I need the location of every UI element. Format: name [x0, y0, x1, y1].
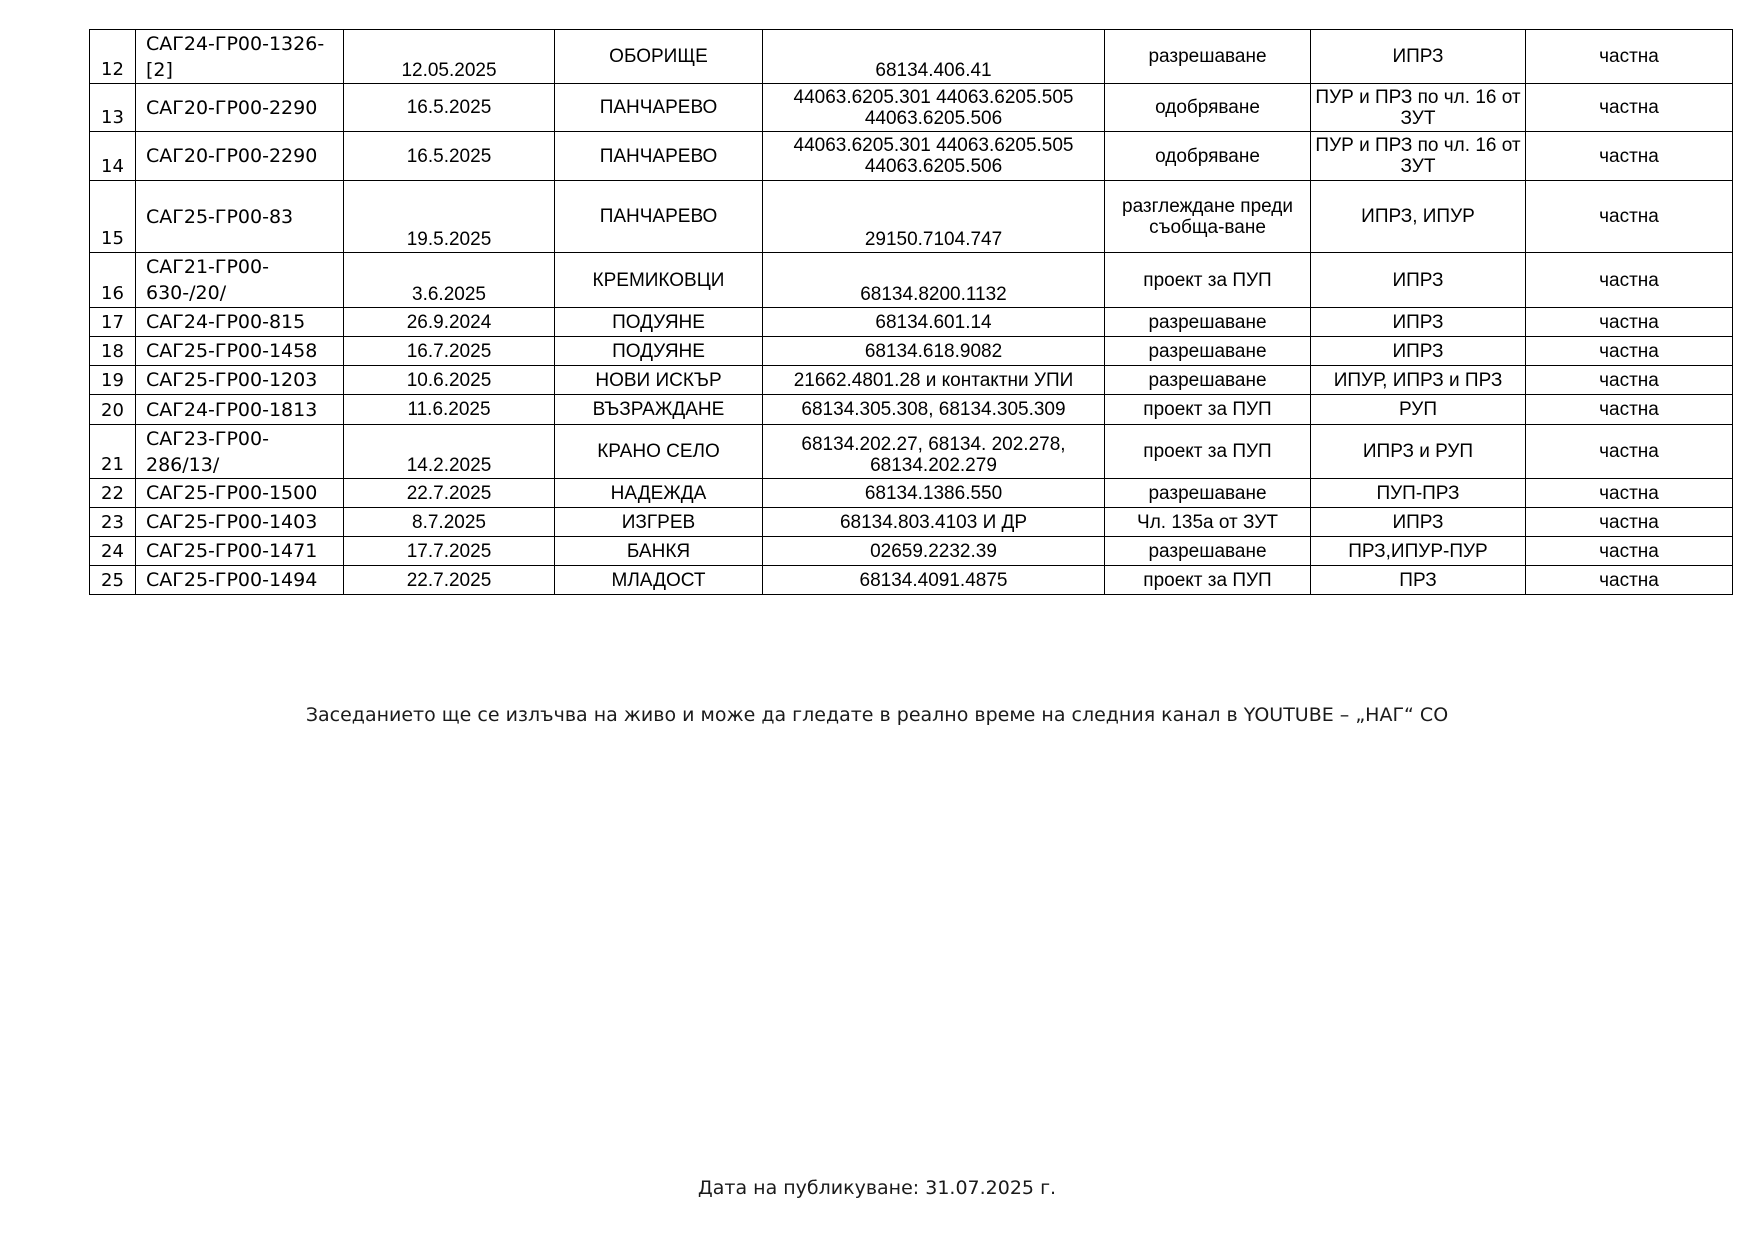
cell-plot: 68134.305.308, 68134.305.309 [763, 395, 1105, 425]
cell-owner: частна [1526, 337, 1733, 366]
cell-plot: 02659.2232.39 [763, 537, 1105, 566]
cell-date: 16.5.2025 [344, 84, 555, 132]
cell-area: БАНКЯ [555, 537, 763, 566]
cell-action: разрешаване [1105, 366, 1311, 395]
cell-date: 17.7.2025 [344, 537, 555, 566]
table-row [90, 508, 1733, 537]
table-row [90, 566, 1733, 595]
broadcast-notice: Заседанието ще се излъчва на живо и може да гледате в реално време на следния канал в YOUTUBE – „НАГ“ СО [305, 704, 1449, 726]
cell-type: ИПУР, ИПРЗ и ПРЗ [1311, 366, 1526, 395]
cell-code: САГ20-ГР00-2290 [136, 84, 344, 132]
cell-action: разрешаване [1105, 30, 1311, 84]
table-row [90, 425, 1733, 479]
cell-num: 21 [90, 425, 136, 479]
cell-num: 18 [90, 337, 136, 366]
cell-owner: частна [1526, 508, 1733, 537]
cell-code: САГ25-ГР00-1403 [136, 508, 344, 537]
table-row [90, 84, 1733, 132]
cell-plot: 68134.803.4103 И ДР [763, 508, 1105, 537]
cell-date: 11.6.2025 [344, 395, 555, 425]
cell-code: САГ25-ГР00-1458 [136, 337, 344, 366]
cell-type: ИПРЗ [1311, 30, 1526, 84]
cell-plot: 29150.7104.747 [763, 181, 1105, 253]
cell-code: САГ25-ГР00-1494 [136, 566, 344, 595]
cell-num: 20 [90, 395, 136, 425]
cell-area: КРЕМИКОВЦИ [555, 253, 763, 308]
cell-area: НАДЕЖДА [555, 479, 763, 508]
cell-num: 12 [90, 30, 136, 84]
cell-num: 25 [90, 566, 136, 595]
cell-area: ВЪЗРАЖДАНЕ [555, 395, 763, 425]
cell-action: одобряване [1105, 132, 1311, 181]
cell-date: 10.6.2025 [344, 366, 555, 395]
table-row [90, 132, 1733, 181]
cell-owner: частна [1526, 132, 1733, 181]
cell-type: ПУР и ПРЗ по чл. 16 от ЗУТ [1311, 132, 1526, 181]
cell-action: разрешаване [1105, 479, 1311, 508]
cell-code: САГ24-ГР00-1813 [136, 395, 344, 425]
cell-type: ПРЗ [1311, 566, 1526, 595]
cell-num: 22 [90, 479, 136, 508]
table-row [90, 395, 1733, 425]
cell-owner: частна [1526, 395, 1733, 425]
cell-type: ПУП-ПРЗ [1311, 479, 1526, 508]
cell-type: ИПРЗ [1311, 308, 1526, 337]
cell-code: САГ25-ГР00-1203 [136, 366, 344, 395]
table-row [90, 253, 1733, 308]
cell-action: разрешаване [1105, 537, 1311, 566]
cell-plot: 44063.6205.301 44063.6205.505 44063.6205.506 [763, 84, 1105, 132]
cell-date: 16.7.2025 [344, 337, 555, 366]
cell-area: ПОДУЯНЕ [555, 308, 763, 337]
cell-owner: частна [1526, 253, 1733, 308]
cell-type: ПРЗ,ИПУР-ПУР [1311, 537, 1526, 566]
table-row [90, 366, 1733, 395]
cell-owner: частна [1526, 566, 1733, 595]
cell-area: КРАНО СЕЛО [555, 425, 763, 479]
cell-action: разрешаване [1105, 308, 1311, 337]
cell-date: 26.9.2024 [344, 308, 555, 337]
cell-num: 16 [90, 253, 136, 308]
cell-date: 12.05.2025 [344, 30, 555, 84]
cell-code: САГ25-ГР00-1471 [136, 537, 344, 566]
cell-date: 22.7.2025 [344, 479, 555, 508]
cell-code: САГ23-ГР00-286/13/ [136, 425, 344, 479]
cell-code: САГ20-ГР00-2290 [136, 132, 344, 181]
publish-date: Дата на публикуване: 31.07.2025 г. [697, 1177, 1057, 1199]
cell-date: 16.5.2025 [344, 132, 555, 181]
cell-area: ПАНЧАРЕВО [555, 132, 763, 181]
cell-action: разрешаване [1105, 337, 1311, 366]
table-row [90, 30, 1733, 84]
cell-area: ИЗГРЕВ [555, 508, 763, 537]
cell-action: разглеждане преди съобща-ване [1105, 181, 1311, 253]
cell-num: 15 [90, 181, 136, 253]
cell-num: 13 [90, 84, 136, 132]
cell-area: ОБОРИЩЕ [555, 30, 763, 84]
cell-num: 23 [90, 508, 136, 537]
cell-date: 19.5.2025 [344, 181, 555, 253]
cell-plot: 68134.1386.550 [763, 479, 1105, 508]
cell-type: ИПРЗ, ИПУР [1311, 181, 1526, 253]
cell-type: ИПРЗ [1311, 508, 1526, 537]
cell-type: ИПРЗ [1311, 337, 1526, 366]
cell-action: проект за ПУП [1105, 253, 1311, 308]
cell-plot: 68134.601.14 [763, 308, 1105, 337]
cell-num: 19 [90, 366, 136, 395]
cell-num: 17 [90, 308, 136, 337]
cell-num: 14 [90, 132, 136, 181]
cell-code: САГ24-ГР00-1326-[2] [136, 30, 344, 84]
cell-plot: 68134.406.41 [763, 30, 1105, 84]
cell-area: ПОДУЯНЕ [555, 337, 763, 366]
cell-plot: 68134.4091.4875 [763, 566, 1105, 595]
cell-owner: частна [1526, 30, 1733, 84]
table-row [90, 337, 1733, 366]
cell-date: 22.7.2025 [344, 566, 555, 595]
cell-type: ИПРЗ и РУП [1311, 425, 1526, 479]
plans-table [89, 29, 1733, 595]
cell-owner: частна [1526, 479, 1733, 508]
plans-table-body [90, 30, 1733, 595]
cell-plot: 21662.4801.28 и контактни УПИ [763, 366, 1105, 395]
cell-date: 8.7.2025 [344, 508, 555, 537]
cell-area: ПАНЧАРЕВО [555, 181, 763, 253]
table-row [90, 308, 1733, 337]
table-row [90, 181, 1733, 253]
cell-owner: частна [1526, 537, 1733, 566]
cell-type: ИПРЗ [1311, 253, 1526, 308]
cell-owner: частна [1526, 425, 1733, 479]
table-row [90, 479, 1733, 508]
cell-date: 3.6.2025 [344, 253, 555, 308]
cell-plot: 68134.202.27, 68134. 202.278, 68134.202.279 [763, 425, 1105, 479]
cell-owner: частна [1526, 366, 1733, 395]
cell-action: проект за ПУП [1105, 425, 1311, 479]
cell-type: РУП [1311, 395, 1526, 425]
cell-owner: частна [1526, 84, 1733, 132]
cell-area: НОВИ ИСКЪР [555, 366, 763, 395]
table-row [90, 537, 1733, 566]
cell-area: ПАНЧАРЕВО [555, 84, 763, 132]
cell-code: САГ25-ГР00-83 [136, 181, 344, 253]
cell-action: Чл. 135а от ЗУТ [1105, 508, 1311, 537]
cell-date: 14.2.2025 [344, 425, 555, 479]
cell-plot: 68134.8200.1132 [763, 253, 1105, 308]
cell-num: 24 [90, 537, 136, 566]
cell-code: САГ21-ГР00-630-/20/ [136, 253, 344, 308]
cell-code: САГ25-ГР00-1500 [136, 479, 344, 508]
cell-owner: частна [1526, 181, 1733, 253]
cell-area: МЛАДОСТ [555, 566, 763, 595]
cell-owner: частна [1526, 308, 1733, 337]
cell-code: САГ24-ГР00-815 [136, 308, 344, 337]
cell-action: проект за ПУП [1105, 566, 1311, 595]
cell-type: ПУР и ПРЗ по чл. 16 от ЗУТ [1311, 84, 1526, 132]
cell-action: одобряване [1105, 84, 1311, 132]
cell-plot: 44063.6205.301 44063.6205.505 44063.6205.506 [763, 132, 1105, 181]
cell-action: проект за ПУП [1105, 395, 1311, 425]
cell-plot: 68134.618.9082 [763, 337, 1105, 366]
